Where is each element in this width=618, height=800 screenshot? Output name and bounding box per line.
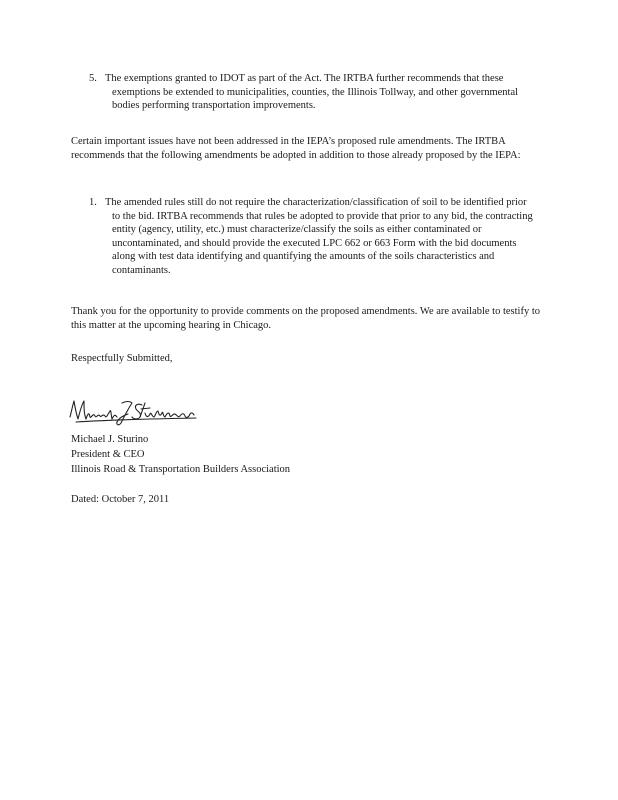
thanks-paragraph: Thank you for the opportunity to provide comments on the proposed amendments. We are available to testify to this matter at the upcoming hearing in Chicago. <box>71 306 541 331</box>
list-number: 1. <box>89 197 97 208</box>
issues-paragraph: Certain important issues have not been addressed in the IEPA’s proposed rule amendments. The IRTBA recommends that the following amendments be adopted in addition to those already proposed by the IEPA: <box>71 136 521 161</box>
signature-block <box>71 432 290 477</box>
signatory-organization: Illinois Road & Transportation Builders Association <box>71 464 291 475</box>
list-text: The exemptions granted to IDOT as part of the Act. The IRTBA further recommends that these exemptions be extended to municipalities, counties, the Illinois Tollway, and other governmental bodies performing transportation improvements. <box>105 73 519 111</box>
signatory-name: Michael J. Sturino <box>71 434 149 445</box>
handwritten-signature <box>66 395 206 427</box>
list-text: The amended rules still do not require the characterization/classification of soil to be identified prior to the bid. IRTBA recommends that rules be adopted to provide that prior to any bid, the contracting entity (agency, utility, etc.) must characterize/classify the soils as either contaminated or uncontaminated, and should provide the executed LPC 662 or 663 Form with the bid documents along with test data identifying and quantifying the amounts of the soils characteristics and contaminants. <box>105 197 533 276</box>
list-item-1 <box>89 196 534 277</box>
closing-line: Respectfully Submitted, <box>71 353 173 364</box>
signatory-title: President & CEO <box>71 449 145 460</box>
date-line: Dated: October 7, 2011 <box>71 494 170 505</box>
list-number: 5. <box>89 73 97 84</box>
list-item-5 <box>89 72 534 113</box>
